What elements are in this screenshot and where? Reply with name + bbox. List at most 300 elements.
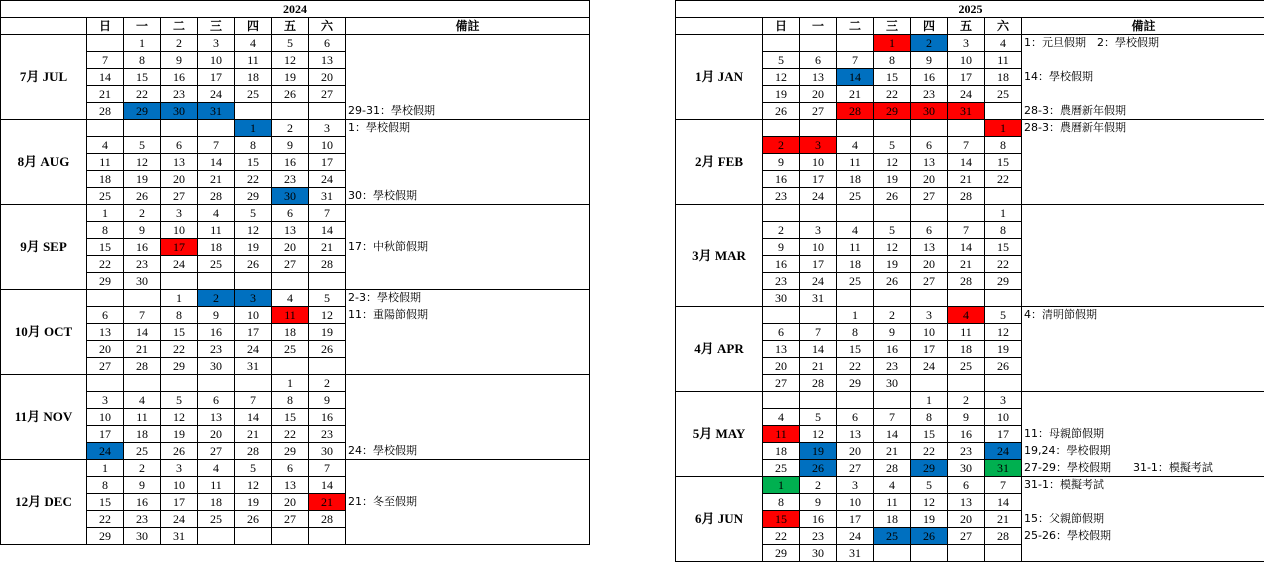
day-cell: 26 bbox=[161, 443, 198, 460]
day-cell: 17 bbox=[985, 426, 1022, 443]
day-cell: 17 bbox=[235, 324, 272, 341]
day-cell: 19 bbox=[874, 171, 911, 188]
week-row bbox=[1, 494, 590, 511]
day-cell: 29 bbox=[985, 273, 1022, 290]
week-row bbox=[1, 256, 590, 273]
week-row bbox=[1, 511, 590, 528]
day-cell: 27 bbox=[309, 86, 346, 103]
day-cell: 19 bbox=[763, 86, 800, 103]
day-cell: 23 bbox=[198, 341, 235, 358]
day-cell: 30 bbox=[800, 545, 837, 562]
day-cell: 16 bbox=[874, 341, 911, 358]
day-cell: 20 bbox=[272, 239, 309, 256]
day-cell: 26 bbox=[309, 341, 346, 358]
day-cell: 8 bbox=[874, 52, 911, 69]
day-cell: 1 bbox=[272, 375, 309, 392]
day-cell: 18 bbox=[87, 171, 124, 188]
empty-day-cell bbox=[837, 120, 874, 137]
day-cell: 8 bbox=[87, 222, 124, 239]
day-cell: 1 bbox=[87, 460, 124, 477]
day-cell: 21 bbox=[837, 86, 874, 103]
day-cell: 24 bbox=[235, 341, 272, 358]
day-cell: 8 bbox=[124, 52, 161, 69]
day-cell: 1 bbox=[985, 120, 1022, 137]
day-cell: 23 bbox=[763, 188, 800, 205]
note-cell bbox=[1022, 290, 1264, 307]
day-cell: 25 bbox=[235, 86, 272, 103]
day-cell: 19 bbox=[272, 69, 309, 86]
day-cell: 30 bbox=[309, 443, 346, 460]
empty-day-cell bbox=[763, 392, 800, 409]
week-row bbox=[1, 188, 590, 205]
day-cell: 5 bbox=[272, 35, 309, 52]
day-cell: 24 bbox=[87, 443, 124, 460]
day-cell: 28 bbox=[874, 460, 911, 477]
week-row bbox=[676, 239, 1264, 256]
day-cell: 8 bbox=[161, 307, 198, 324]
day-cell: 29 bbox=[763, 545, 800, 562]
week-row bbox=[676, 120, 1264, 137]
week-row bbox=[1, 103, 590, 120]
day-cell: 13 bbox=[272, 222, 309, 239]
empty-day-cell bbox=[837, 290, 874, 307]
note-cell bbox=[346, 409, 590, 426]
day-cell: 7 bbox=[874, 409, 911, 426]
day-cell: 3 bbox=[948, 35, 985, 52]
empty-day-cell bbox=[948, 290, 985, 307]
weekday-header: 六 bbox=[985, 18, 1022, 35]
day-cell: 21 bbox=[87, 86, 124, 103]
day-cell: 15 bbox=[124, 69, 161, 86]
day-cell: 28 bbox=[198, 188, 235, 205]
day-cell: 4 bbox=[198, 460, 235, 477]
day-cell: 13 bbox=[948, 494, 985, 511]
day-cell: 23 bbox=[874, 358, 911, 375]
empty-day-cell bbox=[763, 307, 800, 324]
month-label: 5月 MAY bbox=[676, 392, 763, 477]
day-cell: 30 bbox=[124, 273, 161, 290]
week-row bbox=[676, 324, 1264, 341]
week-row bbox=[1, 86, 590, 103]
day-cell: 22 bbox=[272, 426, 309, 443]
day-cell: 19 bbox=[985, 341, 1022, 358]
day-cell: 25 bbox=[124, 443, 161, 460]
day-cell: 2 bbox=[763, 137, 800, 154]
day-cell: 19 bbox=[911, 511, 948, 528]
day-cell: 13 bbox=[161, 154, 198, 171]
week-row bbox=[1, 307, 590, 324]
day-cell: 18 bbox=[948, 341, 985, 358]
day-cell: 25 bbox=[763, 460, 800, 477]
day-cell: 16 bbox=[161, 69, 198, 86]
day-cell: 28 bbox=[309, 256, 346, 273]
day-cell: 8 bbox=[235, 137, 272, 154]
notes-header: 備註 bbox=[346, 18, 590, 35]
day-cell: 11 bbox=[948, 324, 985, 341]
note-cell: 28-3：農曆新年假期 bbox=[1022, 103, 1264, 120]
day-cell: 25 bbox=[985, 86, 1022, 103]
day-cell: 13 bbox=[911, 154, 948, 171]
day-cell: 16 bbox=[272, 154, 309, 171]
day-cell: 24 bbox=[161, 511, 198, 528]
day-cell: 28 bbox=[837, 103, 874, 120]
day-cell: 30 bbox=[272, 188, 309, 205]
day-cell: 7 bbox=[837, 52, 874, 69]
day-cell: 22 bbox=[985, 256, 1022, 273]
day-cell: 25 bbox=[198, 256, 235, 273]
day-cell: 31 bbox=[800, 290, 837, 307]
day-cell: 15 bbox=[985, 154, 1022, 171]
week-row bbox=[676, 494, 1264, 511]
day-cell: 26 bbox=[874, 188, 911, 205]
day-cell: 18 bbox=[235, 69, 272, 86]
empty-day-cell bbox=[800, 120, 837, 137]
day-cell: 6 bbox=[911, 222, 948, 239]
day-cell: 3 bbox=[161, 205, 198, 222]
day-cell: 29 bbox=[161, 358, 198, 375]
weekday-header: 二 bbox=[837, 18, 874, 35]
day-cell: 11 bbox=[985, 52, 1022, 69]
day-cell: 2 bbox=[124, 205, 161, 222]
week-row bbox=[676, 341, 1264, 358]
note-cell bbox=[346, 256, 590, 273]
note-cell: 29-31：學校假期 bbox=[346, 103, 590, 120]
day-cell: 27 bbox=[161, 188, 198, 205]
empty-day-cell bbox=[124, 375, 161, 392]
empty-day-cell bbox=[161, 375, 198, 392]
day-cell: 1 bbox=[161, 290, 198, 307]
day-cell: 18 bbox=[763, 443, 800, 460]
week-row bbox=[676, 392, 1264, 409]
week-row bbox=[676, 137, 1264, 154]
note-cell: 2-3：學校假期 bbox=[346, 290, 590, 307]
day-cell: 13 bbox=[272, 477, 309, 494]
weekday-header: 三 bbox=[874, 18, 911, 35]
day-cell: 17 bbox=[87, 426, 124, 443]
day-cell: 20 bbox=[911, 171, 948, 188]
day-cell: 20 bbox=[948, 511, 985, 528]
week-row bbox=[676, 86, 1264, 103]
note-cell bbox=[346, 137, 590, 154]
day-cell: 1 bbox=[985, 205, 1022, 222]
note-cell bbox=[346, 392, 590, 409]
day-cell: 15 bbox=[161, 324, 198, 341]
day-cell: 31 bbox=[235, 358, 272, 375]
empty-day-cell bbox=[874, 545, 911, 562]
day-cell: 13 bbox=[763, 341, 800, 358]
day-cell: 13 bbox=[309, 52, 346, 69]
day-cell: 23 bbox=[948, 443, 985, 460]
month-label: 12月 DEC bbox=[1, 460, 87, 545]
week-row bbox=[676, 375, 1264, 392]
day-cell: 25 bbox=[272, 341, 309, 358]
note-cell bbox=[1022, 137, 1264, 154]
day-cell: 18 bbox=[198, 239, 235, 256]
empty-day-cell bbox=[874, 392, 911, 409]
day-cell: 21 bbox=[309, 494, 346, 511]
day-cell: 8 bbox=[272, 392, 309, 409]
week-row bbox=[1, 35, 590, 52]
day-cell: 12 bbox=[309, 307, 346, 324]
day-cell: 8 bbox=[837, 324, 874, 341]
day-cell: 20 bbox=[837, 443, 874, 460]
day-cell: 29 bbox=[837, 375, 874, 392]
day-cell: 20 bbox=[763, 358, 800, 375]
day-cell: 5 bbox=[800, 409, 837, 426]
day-cell: 3 bbox=[837, 477, 874, 494]
note-cell bbox=[346, 477, 590, 494]
day-cell: 4 bbox=[272, 290, 309, 307]
day-cell: 27 bbox=[948, 528, 985, 545]
day-cell: 5 bbox=[309, 290, 346, 307]
day-cell: 22 bbox=[763, 528, 800, 545]
empty-day-cell bbox=[911, 290, 948, 307]
day-cell: 16 bbox=[198, 324, 235, 341]
day-cell: 17 bbox=[161, 494, 198, 511]
empty-day-cell bbox=[272, 273, 309, 290]
empty-day-cell bbox=[87, 290, 124, 307]
empty-day-cell bbox=[911, 205, 948, 222]
day-cell: 5 bbox=[235, 205, 272, 222]
week-row bbox=[676, 290, 1264, 307]
empty-day-cell bbox=[985, 290, 1022, 307]
day-cell: 14 bbox=[948, 154, 985, 171]
day-cell: 19 bbox=[874, 256, 911, 273]
day-cell: 15 bbox=[874, 69, 911, 86]
day-cell: 9 bbox=[124, 477, 161, 494]
day-cell: 1 bbox=[837, 307, 874, 324]
day-cell: 30 bbox=[948, 460, 985, 477]
weekday-header: 日 bbox=[763, 18, 800, 35]
day-cell: 10 bbox=[87, 409, 124, 426]
day-cell: 15 bbox=[87, 494, 124, 511]
day-cell: 27 bbox=[911, 273, 948, 290]
day-cell: 10 bbox=[800, 239, 837, 256]
note-cell bbox=[346, 358, 590, 375]
day-cell: 31 bbox=[948, 103, 985, 120]
day-cell: 18 bbox=[124, 426, 161, 443]
day-cell: 20 bbox=[272, 494, 309, 511]
day-cell: 12 bbox=[911, 494, 948, 511]
day-cell: 24 bbox=[198, 86, 235, 103]
note-cell bbox=[1022, 358, 1264, 375]
day-cell: 10 bbox=[235, 307, 272, 324]
day-cell: 3 bbox=[198, 35, 235, 52]
week-row bbox=[1, 460, 590, 477]
day-cell: 2 bbox=[763, 222, 800, 239]
day-cell: 17 bbox=[911, 341, 948, 358]
notes-header: 備註 bbox=[1022, 18, 1264, 35]
note-cell: 4：清明節假期 bbox=[1022, 307, 1264, 324]
day-cell: 6 bbox=[800, 52, 837, 69]
week-row bbox=[676, 69, 1264, 86]
day-cell: 17 bbox=[800, 171, 837, 188]
empty-day-cell bbox=[161, 273, 198, 290]
day-cell: 15 bbox=[235, 154, 272, 171]
day-cell: 6 bbox=[911, 137, 948, 154]
day-cell: 29 bbox=[911, 460, 948, 477]
day-cell: 7 bbox=[309, 460, 346, 477]
day-cell: 2 bbox=[948, 392, 985, 409]
note-cell: 30：學校假期 bbox=[346, 188, 590, 205]
day-cell: 6 bbox=[161, 137, 198, 154]
week-row bbox=[676, 426, 1264, 443]
week-row bbox=[676, 103, 1264, 120]
empty-day-cell bbox=[948, 120, 985, 137]
empty-day-cell bbox=[948, 545, 985, 562]
day-cell: 11 bbox=[837, 154, 874, 171]
day-cell: 12 bbox=[161, 409, 198, 426]
day-cell: 2 bbox=[198, 290, 235, 307]
day-cell: 21 bbox=[309, 239, 346, 256]
empty-day-cell bbox=[309, 273, 346, 290]
empty-day-cell bbox=[985, 188, 1022, 205]
day-cell: 4 bbox=[985, 35, 1022, 52]
day-cell: 3 bbox=[161, 460, 198, 477]
day-cell: 4 bbox=[235, 35, 272, 52]
month-label: 9月 SEP bbox=[1, 205, 87, 290]
month-label: 11月 NOV bbox=[1, 375, 87, 460]
day-cell: 26 bbox=[800, 460, 837, 477]
day-cell: 23 bbox=[763, 273, 800, 290]
day-cell: 15 bbox=[87, 239, 124, 256]
empty-day-cell bbox=[800, 35, 837, 52]
day-cell: 22 bbox=[911, 443, 948, 460]
day-cell: 8 bbox=[911, 409, 948, 426]
day-cell: 2 bbox=[161, 35, 198, 52]
day-cell: 15 bbox=[837, 341, 874, 358]
note-cell bbox=[346, 375, 590, 392]
day-cell: 1 bbox=[911, 392, 948, 409]
week-row bbox=[676, 511, 1264, 528]
day-cell: 2 bbox=[272, 120, 309, 137]
empty-day-cell bbox=[800, 307, 837, 324]
day-cell: 4 bbox=[763, 409, 800, 426]
empty-day-cell bbox=[235, 273, 272, 290]
note-cell: 28-3：農曆新年假期 bbox=[1022, 120, 1264, 137]
weekday-header: 日 bbox=[87, 18, 124, 35]
day-cell: 26 bbox=[763, 103, 800, 120]
day-cell: 15 bbox=[272, 409, 309, 426]
month-label: 3月 MAR bbox=[676, 205, 763, 307]
weekday-header: 一 bbox=[800, 18, 837, 35]
week-row bbox=[676, 222, 1264, 239]
day-cell: 9 bbox=[198, 307, 235, 324]
week-row bbox=[676, 273, 1264, 290]
empty-day-cell bbox=[87, 375, 124, 392]
note-cell: 19,24：學校假期 bbox=[1022, 443, 1264, 460]
empty-day-cell bbox=[763, 120, 800, 137]
day-cell: 24 bbox=[911, 358, 948, 375]
day-cell: 25 bbox=[874, 528, 911, 545]
note-cell: 25-26：學校假期 bbox=[1022, 528, 1264, 545]
day-cell: 11 bbox=[272, 307, 309, 324]
weekday-header: 二 bbox=[161, 18, 198, 35]
day-cell: 19 bbox=[800, 443, 837, 460]
note-cell bbox=[346, 86, 590, 103]
day-cell: 14 bbox=[87, 69, 124, 86]
weekday-header: 四 bbox=[911, 18, 948, 35]
note-cell bbox=[1022, 375, 1264, 392]
day-cell: 21 bbox=[800, 358, 837, 375]
day-cell: 18 bbox=[874, 511, 911, 528]
note-cell: 17：中秋節假期 bbox=[346, 239, 590, 256]
week-row bbox=[1, 477, 590, 494]
day-cell: 23 bbox=[309, 426, 346, 443]
day-cell: 17 bbox=[309, 154, 346, 171]
day-cell: 21 bbox=[198, 171, 235, 188]
empty-day-cell bbox=[309, 528, 346, 545]
week-row bbox=[1, 341, 590, 358]
day-cell: 4 bbox=[124, 392, 161, 409]
day-cell: 18 bbox=[198, 494, 235, 511]
day-cell: 5 bbox=[124, 137, 161, 154]
day-cell: 12 bbox=[985, 324, 1022, 341]
note-cell bbox=[346, 52, 590, 69]
weekday-header: 五 bbox=[948, 18, 985, 35]
day-cell: 3 bbox=[309, 120, 346, 137]
day-cell: 20 bbox=[87, 341, 124, 358]
day-cell: 13 bbox=[911, 239, 948, 256]
day-cell: 7 bbox=[87, 52, 124, 69]
day-cell: 9 bbox=[874, 324, 911, 341]
note-cell: 11：重陽節假期 bbox=[346, 307, 590, 324]
day-cell: 29 bbox=[272, 443, 309, 460]
day-cell: 23 bbox=[911, 86, 948, 103]
day-cell: 17 bbox=[161, 239, 198, 256]
calendar-2024 bbox=[0, 0, 590, 545]
day-cell: 6 bbox=[763, 324, 800, 341]
day-cell: 4 bbox=[948, 307, 985, 324]
day-cell: 21 bbox=[874, 443, 911, 460]
day-cell: 9 bbox=[763, 239, 800, 256]
day-cell: 29 bbox=[235, 188, 272, 205]
day-cell: 3 bbox=[87, 392, 124, 409]
day-cell: 5 bbox=[874, 137, 911, 154]
note-cell bbox=[1022, 392, 1264, 409]
day-cell: 31 bbox=[985, 460, 1022, 477]
day-cell: 2 bbox=[911, 35, 948, 52]
day-cell: 22 bbox=[124, 86, 161, 103]
note-cell bbox=[1022, 52, 1264, 69]
day-cell: 18 bbox=[985, 69, 1022, 86]
note-cell bbox=[346, 205, 590, 222]
week-row bbox=[1, 205, 590, 222]
day-cell: 17 bbox=[198, 69, 235, 86]
day-cell: 27 bbox=[272, 511, 309, 528]
empty-day-cell bbox=[837, 205, 874, 222]
day-cell: 12 bbox=[235, 222, 272, 239]
note-cell bbox=[1022, 154, 1264, 171]
day-cell: 10 bbox=[309, 137, 346, 154]
week-row bbox=[676, 409, 1264, 426]
day-cell: 16 bbox=[911, 69, 948, 86]
day-cell: 5 bbox=[911, 477, 948, 494]
day-cell: 30 bbox=[874, 375, 911, 392]
week-row bbox=[1, 426, 590, 443]
empty-day-cell bbox=[272, 358, 309, 375]
day-cell: 24 bbox=[837, 528, 874, 545]
day-cell: 27 bbox=[837, 460, 874, 477]
day-cell: 17 bbox=[948, 69, 985, 86]
day-cell: 6 bbox=[198, 392, 235, 409]
empty-day-cell bbox=[198, 375, 235, 392]
day-cell: 28 bbox=[948, 188, 985, 205]
note-cell bbox=[1022, 239, 1264, 256]
day-cell: 31 bbox=[309, 188, 346, 205]
day-cell: 1 bbox=[235, 120, 272, 137]
day-cell: 1 bbox=[763, 477, 800, 494]
